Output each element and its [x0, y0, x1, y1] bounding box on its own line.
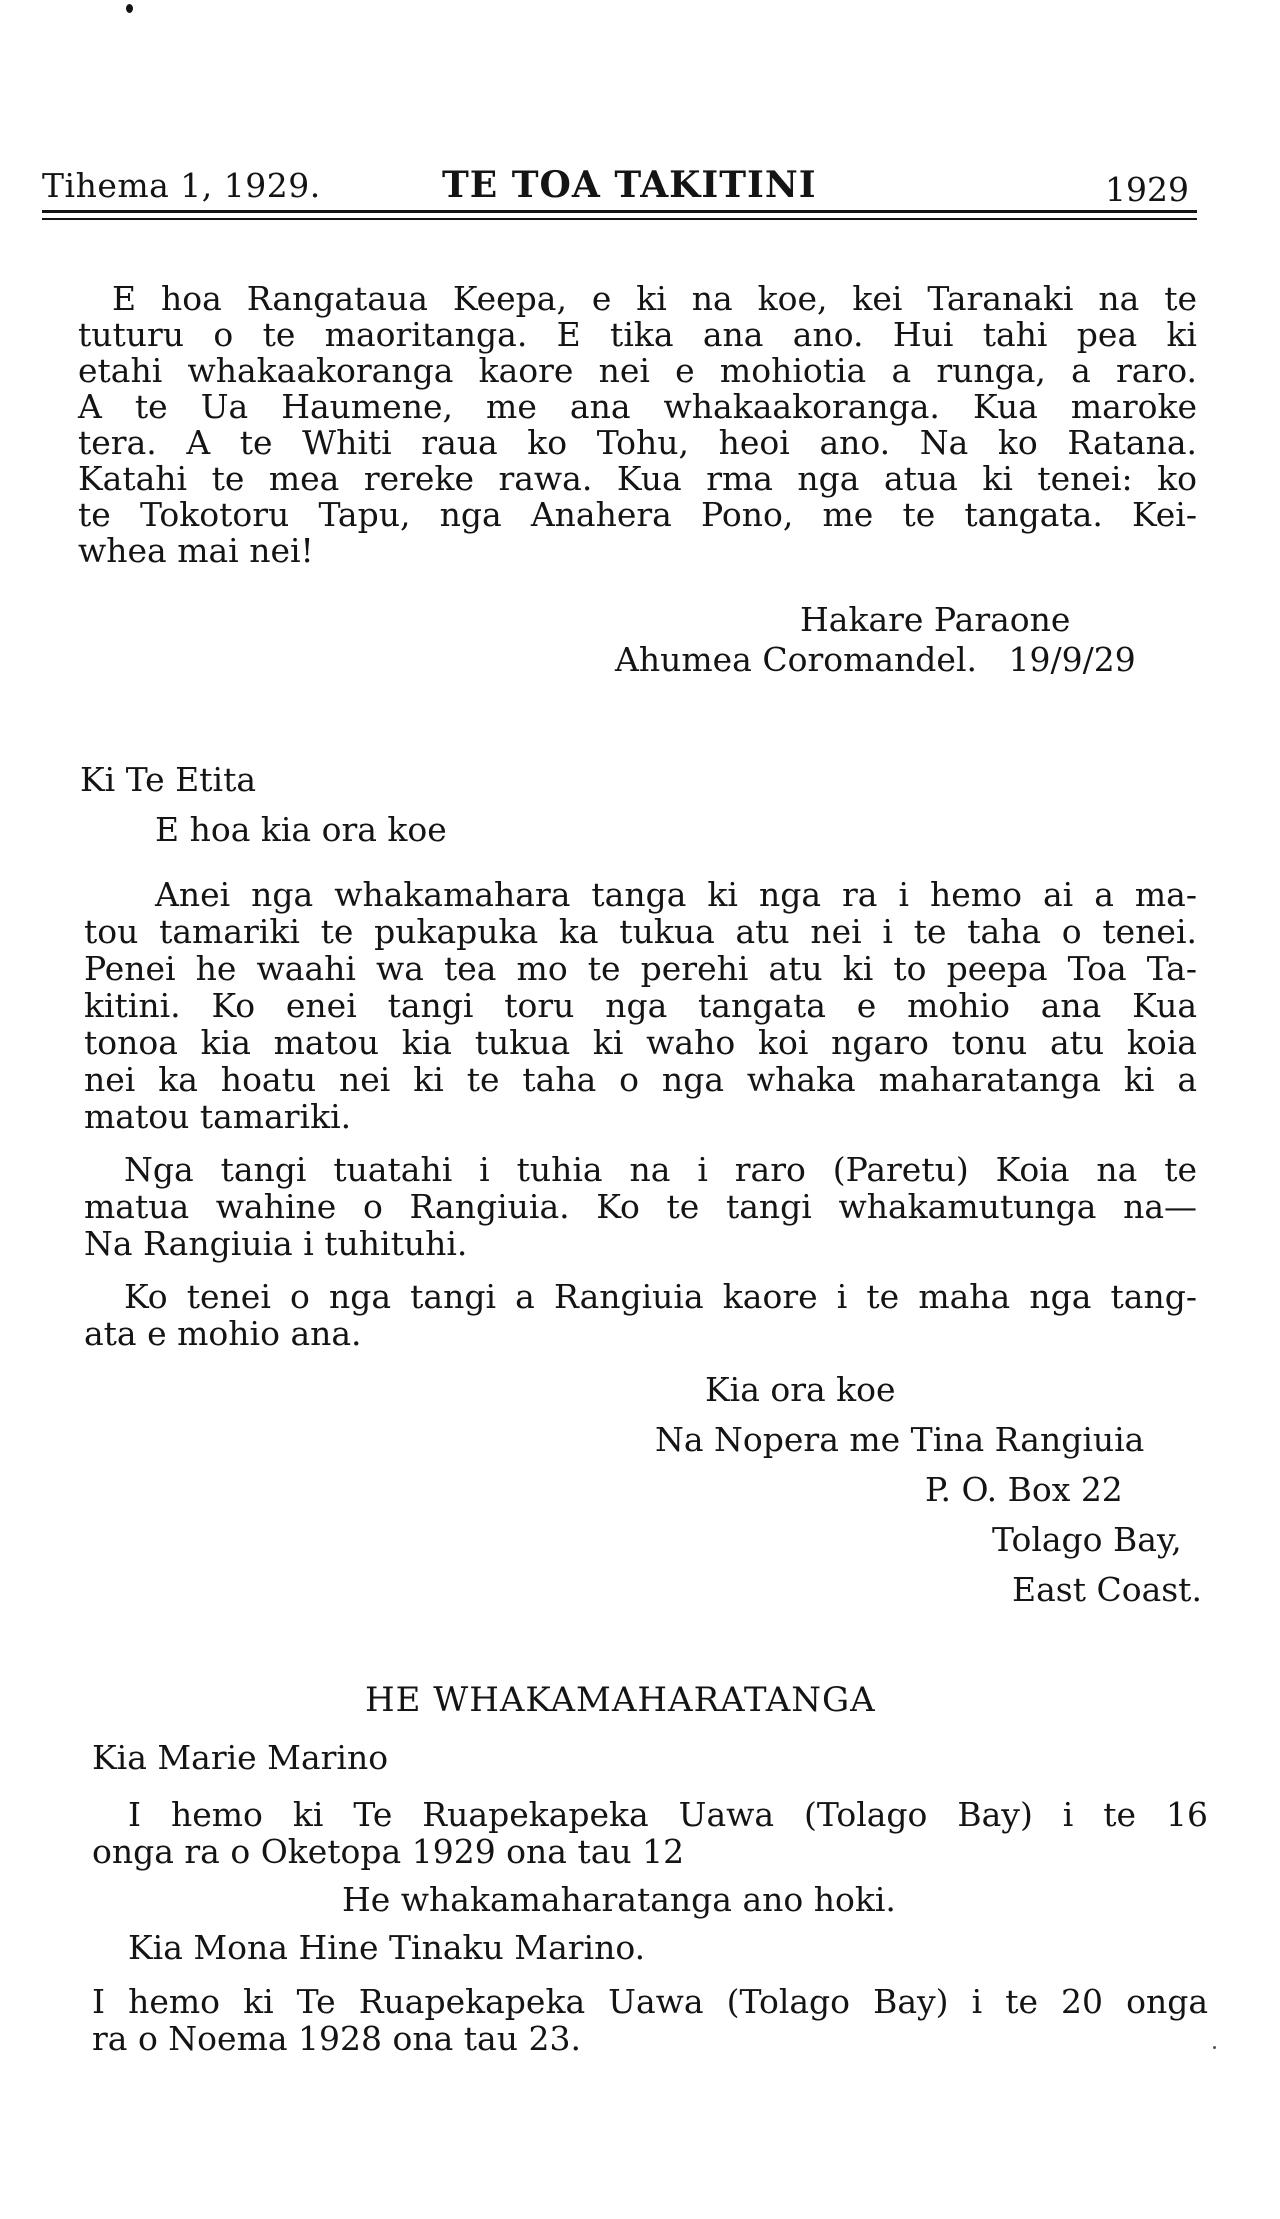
memorial-name: Kia Marie Marino: [92, 1738, 389, 1777]
print-speck: [126, 4, 133, 13]
letter-line: Anei nga whakamahara tanga ki nga ra i hemo ai a ma-: [155, 875, 1197, 914]
letter-line: whea mai nei!: [78, 531, 314, 570]
letter-line: matou tamariki.: [84, 1097, 352, 1136]
letter-town: Tolago Bay,: [992, 1520, 1182, 1559]
header-rule-thin: [42, 218, 1197, 220]
letter-line: etahi whakaakoranga kaore nei e mohiotia a runga, a raro.: [78, 351, 1197, 390]
section-heading: HE WHAKAMAHARATANGA: [365, 1680, 876, 1720]
letter-line: tou tamariki te pukapuka ka tukua atu nei i te taha o tenei.: [84, 912, 1197, 951]
letter-line: E hoa Rangataua Keepa, e ki na koe, kei Taranaki na te: [112, 279, 1197, 318]
memorial-line: I hemo ki Te Ruapekapeka Uawa (Tolago Bay) i te 20 onga: [92, 1982, 1208, 2021]
letter-line: ata e mohio ana.: [84, 1314, 362, 1353]
newspaper-title: TE TOA TAKITINI: [442, 164, 817, 206]
letter-sender: Na Nopera me Tina Rangiuia: [655, 1420, 1145, 1459]
letter-place-date: Ahumea Coromandel. 19/9/29: [615, 640, 1136, 679]
letter-line: tuturu o te maoritanga. E tika ana ano. Hui tahi pea ki: [78, 315, 1197, 354]
memorial-note: He whakamaharatanga ano hoki.: [342, 1880, 896, 1919]
letter-address: Ki Te Etita: [80, 760, 257, 799]
letter-line: Penei he waahi wa tea mo te perehi atu ki to peepa Toa Ta-: [84, 949, 1197, 988]
letter-line: tonoa kia matou kia tukua ki waho koi ngaro tonu atu koia: [84, 1023, 1197, 1062]
letter-region: East Coast.: [1012, 1570, 1202, 1609]
letter-line: A te Ua Haumene, me ana whakaakoranga. Kua maroke: [78, 387, 1197, 426]
header-date: Tihema 1, 1929.: [42, 166, 321, 205]
letter-line: nei ka hoatu nei ki te taha o nga whaka maharatanga ki a: [84, 1060, 1197, 1099]
memorial-line: I hemo ki Te Ruapekapeka Uawa (Tolago Bay) i te 16: [128, 1795, 1208, 1834]
page-number: 1929: [1105, 170, 1189, 209]
header-rule-thick: [42, 210, 1197, 213]
print-speck: [1213, 2046, 1216, 2049]
memorial-line: onga ra o Oketopa 1929 ona tau 12: [92, 1832, 685, 1871]
letter-line: te Tokotoru Tapu, nga Anahera Pono, me te tangata. Kei-: [78, 495, 1197, 534]
letter-line: kitini. Ko enei tangi toru nga tangata e mohio ana Kua: [84, 986, 1197, 1025]
letter-line: matua wahine o Rangiuia. Ko te tangi whakamutunga na—: [84, 1187, 1197, 1226]
letter-po-box: P. O. Box 22: [925, 1470, 1123, 1509]
page-header: [42, 158, 1197, 216]
letter-signature: Hakare Paraone: [800, 600, 1071, 639]
letter-line: Katahi te mea rereke rawa. Kua rma nga atua ki tenei: ko: [78, 459, 1197, 498]
letter-greeting: E hoa kia ora koe: [155, 810, 447, 849]
letter-line: Ko tenei o nga tangi a Rangiuia kaore i te maha nga tang-: [124, 1277, 1197, 1316]
letter-line: tera. A te Whiti raua ko Tohu, heoi ano. Na ko Ratana.: [78, 423, 1197, 462]
memorial-name: Kia Mona Hine Tinaku Marino.: [128, 1928, 646, 1967]
letter-closing: Kia ora koe: [705, 1370, 896, 1409]
letter-line: Nga tangi tuatahi i tuhia na i raro (Paretu) Koia na te: [124, 1150, 1197, 1189]
memorial-line: ra o Noema 1928 ona tau 23.: [92, 2019, 581, 2058]
letter-line: Na Rangiuia i tuhituhi.: [84, 1224, 468, 1263]
